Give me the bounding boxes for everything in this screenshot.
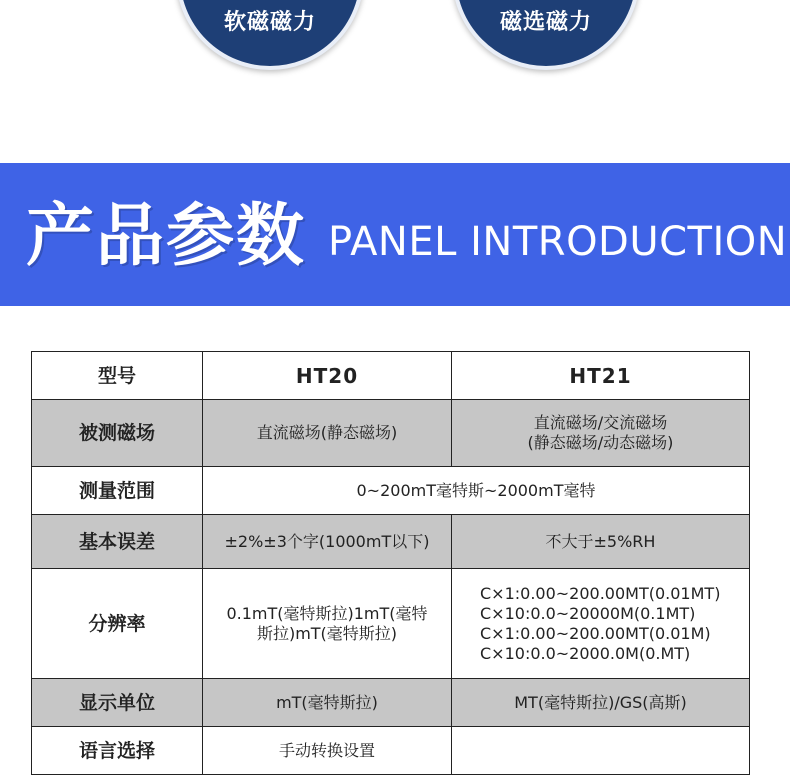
cell-line: 直流磁场/交流磁场 xyxy=(533,413,668,432)
header-model-1: HT20 xyxy=(203,352,452,400)
row-cell xyxy=(203,569,452,679)
row-cell: ±2%±3个字(1000mT以下) xyxy=(203,515,452,569)
row-cell xyxy=(452,400,750,467)
row-cell: 不大于±5%RH xyxy=(452,515,750,569)
banner-title-en: PANEL INTRODUCTION xyxy=(328,219,788,265)
row-label: 基本误差 xyxy=(32,515,203,569)
section-banner xyxy=(0,163,790,306)
row-cell: 手动转换设置 xyxy=(203,727,452,775)
cell-line: C×10:0.0~20000M(0.1MT) xyxy=(480,603,696,623)
soft-magnetic-circle xyxy=(176,0,364,70)
row-cell xyxy=(452,569,750,679)
cell-line: (静态磁场/动态磁场) xyxy=(527,433,674,452)
row-cell: MT(毫特斯拉)/GS(高斯) xyxy=(452,679,750,727)
cell-line: 0.1mT(毫特斯拉)1mT(毫特 xyxy=(226,603,428,623)
cell-line: 斯拉)mT(毫特斯拉) xyxy=(256,623,398,643)
spec-table xyxy=(31,351,750,775)
header-label: 型号 xyxy=(32,352,203,400)
header-model-2: HT21 xyxy=(452,352,750,400)
cell-line: C×1:0.00~200.00MT(0.01MT) xyxy=(480,583,721,603)
cell-line: C×1:0.00~200.00MT(0.01M) xyxy=(480,623,711,643)
table-row xyxy=(32,515,750,569)
table-row xyxy=(32,467,750,515)
row-label: 分辨率 xyxy=(32,569,203,679)
row-label: 测量范围 xyxy=(32,467,203,515)
table-header-row xyxy=(32,352,750,400)
circle-label: 软磁磁力 xyxy=(223,10,316,35)
table-row xyxy=(32,679,750,727)
row-label: 被测磁场 xyxy=(32,400,203,467)
table-row xyxy=(32,727,750,775)
row-cell xyxy=(452,727,750,775)
banner-title-zh: 产品参数 xyxy=(26,197,307,276)
row-cell: mT(毫特斯拉) xyxy=(203,679,452,727)
row-label: 显示单位 xyxy=(32,679,203,727)
table-row xyxy=(32,400,750,467)
magnetic-separation-circle xyxy=(452,0,640,70)
row-cell: 直流磁场(静态磁场) xyxy=(203,400,452,467)
row-cell-merged: 0~200mT毫特斯~2000mT毫特 xyxy=(203,467,750,515)
cell-line: C×10:0.0~2000.0M(0.MT) xyxy=(480,643,691,663)
table-row xyxy=(32,569,750,679)
row-label: 语言选择 xyxy=(32,727,203,775)
circle-label: 磁选磁力 xyxy=(499,10,592,35)
